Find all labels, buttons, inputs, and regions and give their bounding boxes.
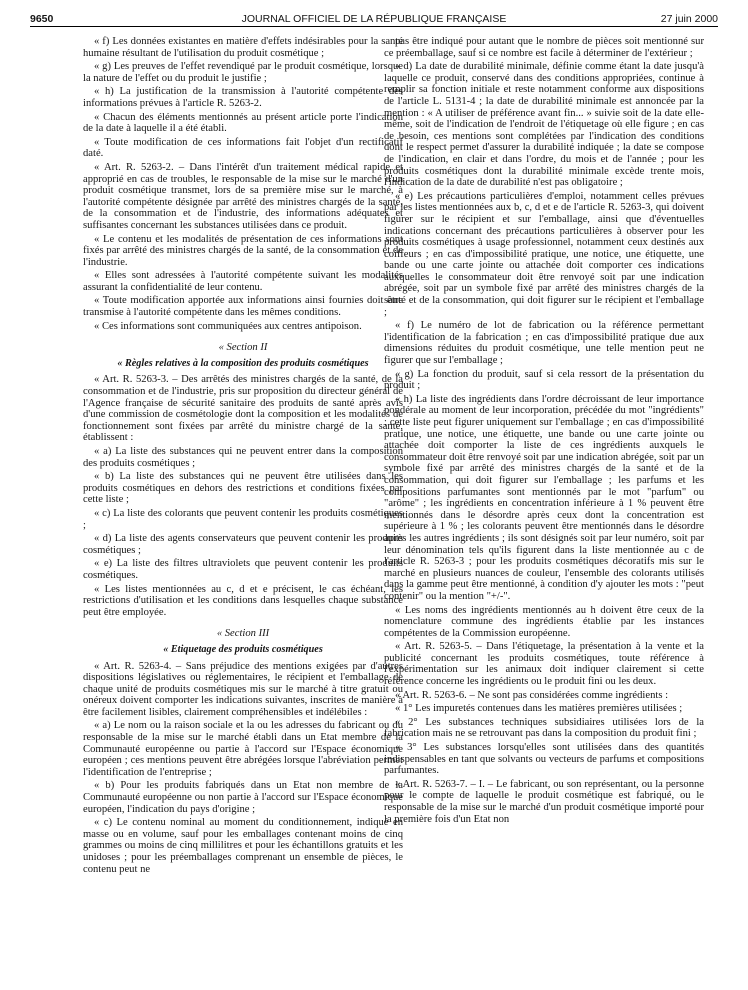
left-paragraph: « g) Les preuves de l'effet revendiqué par le produit cosmétique, lorsque la nature de l'effet ou du produit le justifie ; [83, 61, 403, 84]
section-subtitle: « Règles relatives à la composition des produits cosmétiques [117, 357, 369, 369]
section-subtitle: « Etiquetage des produits cosmétiques [163, 643, 323, 655]
right-paragraph: « Art. R. 5263-7. – I. – Le fabricant, ou son représentant, ou la personne pour le compte de laquelle le produit cosmétique est fabriqué, ou le responsable de la mise sur le marché d'un produit cosmétique importé pour la première fois d'un Etat non [384, 778, 704, 825]
left-paragraph: « Toute modification de ces informations fait l'objet d'un rectificatif daté. [83, 136, 403, 160]
section-heading: « Section III [216, 628, 270, 640]
page-header [30, 10, 718, 30]
left-paragraph: « e) La liste des filtres ultraviolets que peuvent contenir les produits cosmétiques. [83, 558, 403, 581]
left-paragraph: « h) La justification de la transmission à l'autorité compétente des informations prévues à l'article R. 5263-2. [83, 86, 403, 109]
left-paragraph: « Toute modification apportée aux informations ainsi fournies doit être transmise à l'autorité compétente dans les mêmes conditions. [83, 295, 403, 319]
section-heading: « Section II [218, 342, 268, 354]
right-paragraph: « g) La fonction du produit, sauf si cela ressort de la présentation du produit ; [384, 368, 704, 392]
right-paragraph: « 3° Les substances lorsqu'elles sont utilisées dans des quantités indispensables en tant que solvants ou vecteurs de parfums et compositions parfumantes. [384, 742, 704, 777]
left-paragraph: « b) La liste des substances qui ne peuvent être utilisées dans les produits cosmétiques en dehors des restrictions et conditions fixées par cette liste ; [83, 471, 403, 506]
left-paragraph: « f) Les données existantes en matière d'effets indésirables pour la santé humaine résultant de l'utilisation du produit cosmétique ; [83, 36, 403, 59]
page-number: 9650 [30, 13, 54, 25]
left-paragraph: « Art. R. 5263-2. – Dans l'intérêt d'un traitement médical rapide et approprié en cas de troubles, le responsable de la mise sur le marché d'un produit cosmétique transmet, lors de sa première mise sur le marché, à l'autorité compétente désignée par arrêté des ministres chargés de la santé, de la consommation et de l'industrie, des informations adéquates et suffisantes concernant les substances utilisées dans ce produit. [83, 161, 403, 231]
header-rule [30, 26, 718, 27]
right-paragraph: « f) Le numéro de lot de fabrication ou la référence permettant l'identification de la fabrication ; en cas d'impossibilité pratique due aux dimensions réduites du produit cosmétique, une telle mention peut ne figurer que sur l'emballage ; [384, 320, 704, 367]
right-paragraph: « Art. R. 5263-5. – Dans l'étiquetage, la présentation à la vente et la publicité concernant les produits cosmétiques, toute référence à l'expérimentation sur les animaux doit indiquer clairement si cette référence concerne les ingrédients ou le produit fini ou les deux. [384, 641, 704, 688]
left-paragraph: « c) Le contenu nominal au moment du conditionnement, indiqué en masse ou en volume, sauf pour les emballages contenant moins de cinq grammes ou moins de cinq millilitres et pour les échantillons gratuits et les unidoses ; pour les préemballages comprenant un ensemble de pièces, le contenu peut ne [83, 817, 403, 875]
left-paragraph: « Elles sont adressées à l'autorité compétente suivant les modalités assurant la confidentialité de leur contenu. [83, 270, 403, 293]
left-paragraph: « Ces informations sont communiquées aux centres antipoison. [94, 320, 362, 332]
right-column [384, 36, 704, 981]
right-paragraph: « Les noms des ingrédients mentionnés au h doivent être ceux de la nomenclature commune des ingrédients établie par les instances compétentes de la Commission européenne. [384, 604, 704, 639]
left-paragraph: « a) La liste des substances qui ne peuvent entrer dans la composition des produits cosmétiques ; [83, 446, 403, 469]
left-paragraph: « Art. R. 5263-3. – Des arrêtés des ministres chargés de la santé, de la consommation et de l'industrie, pris sur proposition du directeur général de l'Agence française de sécurité sanitaire des produits de santé après avis d'une commission de cosmétologie dont la composition et les modalités de fonctionnement sont fixées par arrêté du ministre chargé de la santé, établissent : [83, 374, 403, 444]
left-paragraph: « d) La liste des agents conservateurs que peuvent contenir les produits cosmétiques ; [83, 533, 403, 556]
left-paragraph: « Art. R. 5263-4. – Sans préjudice des mentions exigées par d'autres dispositions législatives ou réglementaires, le récipient et l'emballage de chaque unité de produits cosmétiques mis sur le marché à titre gratuit ou onéreux doivent comporter les indications suivantes, inscrites de manière à être facilement lisibles, clairement compréhensibles et indélébiles : [83, 660, 403, 718]
right-paragraph: pas être indiqué pour autant que le nombre de pièces soit mentionné sur ce préemballage, sauf si ce nombre est facile à déterminer de l'extérieur ; [384, 36, 704, 59]
left-paragraph: « c) La liste des colorants que peuvent contenir les produits cosmétiques ; [83, 507, 403, 531]
right-paragraph: « e) Les précautions particulières d'emploi, notamment celles prévues par les listes mentionnées aux b, c, d et e de l'article R. 5263-3, qui doivent figurer sur le récipient et sur l'emballage, ainsi que d'éventuelles indications concernant des précautions particulières à observer pour les produits cosmétiques à usage professionnel, notamment ceux destinés aux coiffeurs ; en cas d'impossibilité pratique, une notice, une étiquette, une bande ou une carte jointe ou attachée doit comporter ces indications auxquelles le consommateur doit être renvoyé soit par une indication abrégée, soit par un symbole fixé par arrêté des ministres chargés de la santé et de la consommation, qui doit figurer sur le récipient et l'emballage ; [384, 190, 704, 318]
left-paragraph: « b) Pour les produits fabriqués dans un Etat non membre de la Communauté européenne ou non partie à l'accord sur l'Espace économique européen, l'indication du pays d'origine ; [83, 780, 403, 815]
left-paragraph: « Chacun des éléments mentionnés au présent article porte l'indication de la date à laquelle il a été établi. [83, 111, 403, 135]
left-paragraph: « a) Le nom ou la raison sociale et la ou les adresses du fabricant ou du responsable de la mise sur le marché établi dans un Etat membre de la Communauté européenne ou partie à l'accord sur l'Espace économique européen ; ces mentions peuvent être abrégées lorsque l'abréviation permet l'identification de l'entreprise ; [83, 720, 403, 778]
journal-title: JOURNAL OFFICIEL DE LA RÉPUBLIQUE FRANÇAISE [241, 13, 507, 25]
publication-date: 27 juin 2000 [660, 13, 718, 25]
right-paragraph: « 1° Les impuretés contenues dans les matières premières utilisées ; [395, 703, 683, 715]
right-paragraph: « 2° Les substances techniques subsidiaires utilisées lors de la fabrication mais ne se retrouvant pas dans la composition du produit fini ; [384, 716, 704, 740]
right-paragraph: « Art. R. 5263-6. – Ne sont pas considérées comme ingrédients : [395, 689, 669, 701]
left-paragraph: « Les listes mentionnées au c, d et e précisent, le cas échéant, les restrictions d'utilisation et les conditions dans lesquelles chaque substance peut être employée. [83, 583, 403, 618]
left-paragraph: « Le contenu et les modalités de présentation de ces informations sont fixés par arrêté des ministres chargés de la santé, de la consommation et de l'industrie. [83, 233, 403, 268]
right-paragraph: « d) La date de durabilité minimale, définie comme étant la date jusqu'à laquelle ce produit, conservé dans des conditions appropriées, continue à remplir sa fonction initiale et reste notamment conforme aux dispositions de l'article L. 5131-4 ; la date de durabilité minimale est annoncée par la mention : « A utiliser de préférence avant fin... » suivie soit de la date elle-même, soit de l'indication de l'endroit de l'étiquetage où elle figure ; en cas de besoin, ces mentions sont complétées par l'indication des conditions dont le respect permet d'assurer la durabilité indiquée ; la date se compose de l'indication, en clair et dans l'ordre, du mois et de l'année ; pour les produits cosmétiques dont la durabilité minimale excède trente mois, l'indication de la date de durabilité n'est pas obligatoire ; [384, 61, 704, 189]
right-paragraph: « h) La liste des ingrédients dans l'ordre décroissant de leur importance pondérale au moment de leur incorporation, précédée du mot "ingrédients" ; cette liste peut figurer uniquement sur l'emballage ; en cas d'impossibilité pratique, une notice, une étiquette, une bande ou une carte jointe ou attachée doit comporter la liste de ces ingrédients auxquels le consommateur doit être renvoyé soit par une indication abrégée, soit par un symbole fixé par arrêté des ministres chargés de la santé et de la consommation, qui doit figurer sur l'emballage ; les parfums et les compositions parfumantes sont mentionnés par le mot "parfum" ou "arôme" ; les ingrédients en concentration inférieure à 1 % peuvent être mentionnés dans le désordre après ceux dont la concentration est supérieure à 1 % ; les colorants peuvent être mentionnés dans le désordre après les autres ingrédients ; ils sont désignés soit par leur numéro, soit par leur dénomination tels qu'ils figurent dans la liste mentionnée au c de l'article R. 5263-3 ; pour les produits cosmétiques décoratifs mis sur le marché en plusieurs nuances de couleur, l'ensemble des colorants utilisés dans la gamme peut être mentionné, à condition d'y ajouter les mots : "peut contenir" ou la mention "+/-". [384, 393, 704, 602]
left-column [83, 36, 403, 981]
